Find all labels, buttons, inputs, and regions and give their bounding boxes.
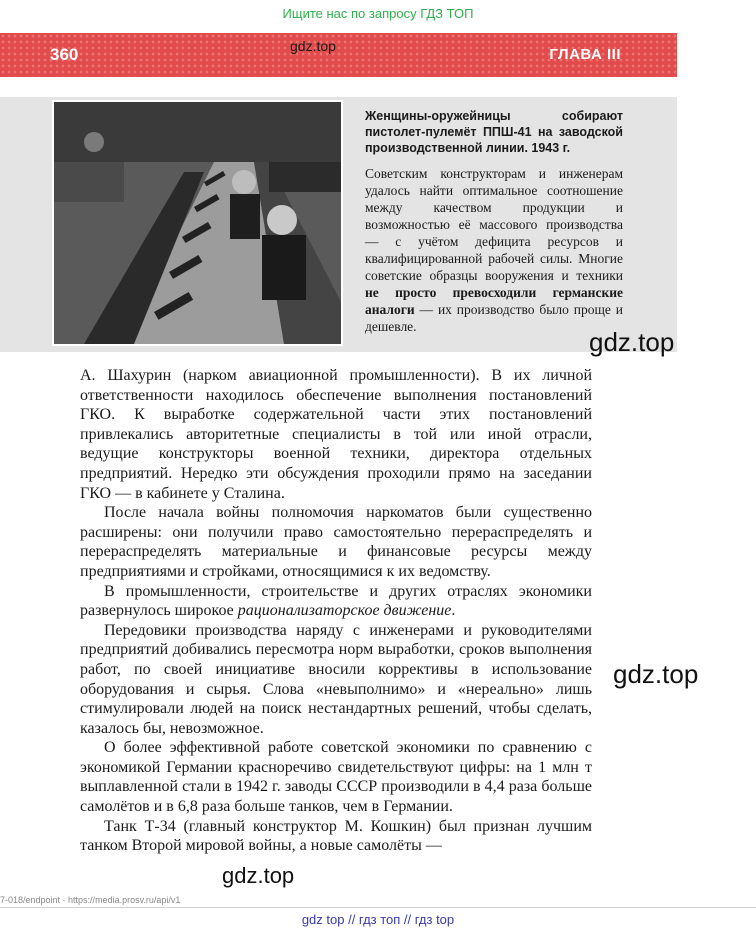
- caption-bold-phrase: не просто превосходили германские аналоги: [365, 285, 623, 317]
- top-banner: Ищите нас по запросу ГДЗ ТОП: [282, 6, 474, 21]
- url-fragment: 7-018/endpoint · https://media.prosv.ru/api/v1: [0, 895, 181, 905]
- paragraph: Танк Т-34 (главный конструктор М. Кошкин) был признан лучшим танком Второй мировой войны, а новые самолёты —: [80, 817, 592, 855]
- watermark: gdz.top: [222, 863, 295, 888]
- chapter-label: ГЛАВА III: [549, 46, 621, 63]
- page-number: 360: [50, 45, 79, 64]
- divider: [0, 907, 756, 908]
- page-header: [0, 33, 677, 77]
- main-text: [80, 366, 592, 856]
- italic-term: рационализаторское движение: [237, 602, 452, 620]
- caption-text: Советским конструкторам и инженерам удалось найти оптимальное соотношение между качеством продукции и возможностью её массового производства — с учётом дефицита ресурсов и квалифицированной рабочей силы. Многие советские образцы вооружения и техники не просто превосходили германские аналоги — их производство было проще и дешевле.: [365, 166, 623, 334]
- paragraph: В промышленности, строительстве и других отраслях экономики развернулось широкое рационализаторское движение.: [80, 582, 592, 620]
- paragraph: Передовики производства наряду с инженерами и руководителями предприятий добивались пересмотра норм выработки, сроков выполнения работ, по своей инициативе вносили коррективы в использование оборудования и сырья. Слова «невыполнимо» и «нереально» лишь стимулировали людей на поиск нестандартных решений, чтобы сделать, казалось бы, невозможное.: [80, 621, 592, 737]
- footer-links[interactable]: gdz top // гдз топ // гдз top: [301, 912, 455, 927]
- header-watermark: gdz.top: [290, 38, 336, 54]
- paragraph: После начала войны полномочия наркоматов были существенно расширены: они получили право самостоятельно перераспределять и перераспределять материальные и финансовые ресурсы между предприятиями и стройками, относящимися к их ведомству.: [80, 504, 592, 580]
- paragraph: А. Шахурин (нарком авиационной промышленности). В их личной ответственности находилось обеспечение выполнения постановлений ГКО. К выработке содержательной части этих постановлений привлекались авторитетные специалисты в той или иной отрасли, ведущие конструкторы военной техники, директора отдельных предприятий. Нередко эти обсуждения проходили прямо на заседании ГКО — в кабинете у Сталина.: [80, 367, 592, 502]
- watermark: gdz.top: [613, 659, 699, 689]
- watermark: gdz.top: [589, 327, 675, 357]
- paragraph: О более эффективной работе советской экономики по сравнению с экономикой Германии красноречиво свидетельствуют цифры: на 1 млн т выплавленной стали в 1942 г. заводы СССР производили в 4,4 раза больше самолётов и в 6,8 раза больше танков, чем в Германии.: [80, 739, 592, 816]
- assembly-line-photo-icon: [54, 102, 341, 344]
- factory-photo: [52, 100, 343, 346]
- caption-title: Женщины-оружейницы собирают пистолет-пулемёт ППШ-41 на заводской производственной линии. 1943 г.: [365, 109, 623, 155]
